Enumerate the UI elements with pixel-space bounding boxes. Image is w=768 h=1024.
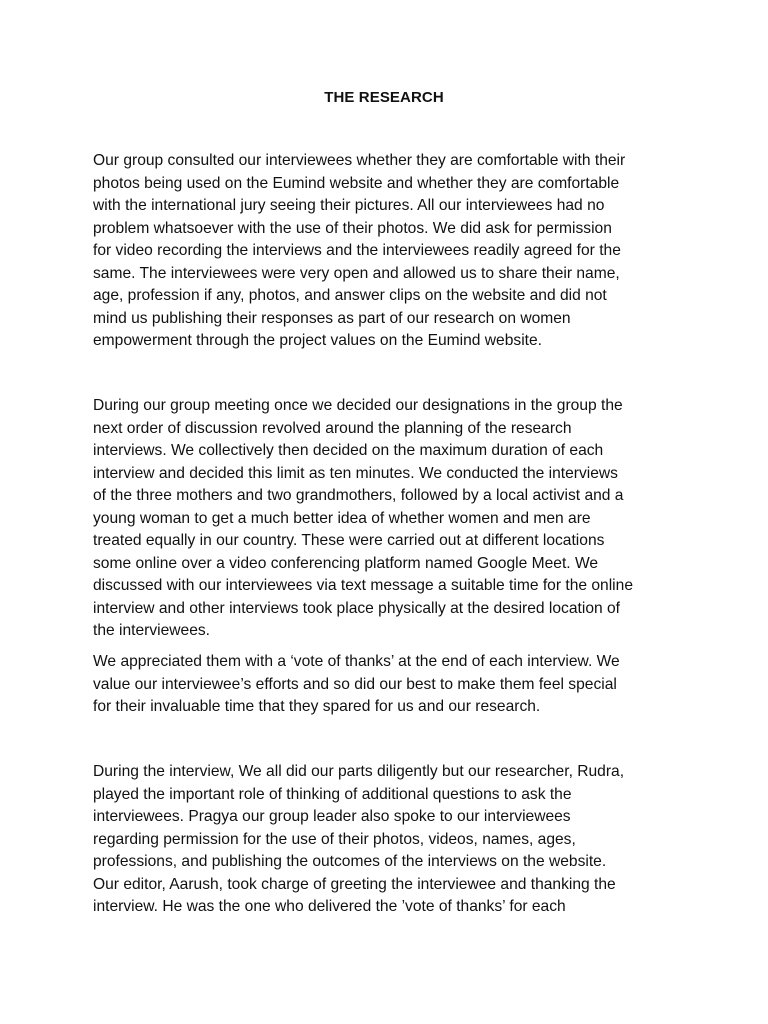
paragraph-roles — [93, 761, 624, 919]
text-line: We appreciated them with a ‘vote of thanks’ at the end of each interview. We — [93, 653, 620, 670]
text-line: the interviewees. — [93, 622, 211, 639]
text-line: During the interview, We all did our parts diligently but our researcher, Rudra, — [93, 763, 625, 780]
paragraph-planning — [93, 395, 633, 643]
text-line: interview and other interviews took place physically at the desired location of — [93, 599, 621, 617]
text-line: During our group meeting once we decided our designations in the group the — [93, 397, 623, 414]
text-line: empowerment through the project values on the Eumind website. — [93, 332, 543, 349]
text-line: for their invaluable time that they spared for us and our research. — [93, 698, 541, 715]
text-line: value our interviewee’s efforts and so did our best to make them feel special — [93, 675, 617, 693]
text-line: Our group consulted our interviewees whether they are comfortable with their — [93, 152, 626, 169]
text-line: next order of discussion revolved around the planning of the research — [93, 419, 572, 437]
text-line: professions, and publishing the outcomes of the interviews on the website. — [93, 853, 607, 870]
text-line: same. The interviewees were very open and allowed us to share their name, — [93, 264, 620, 282]
text-line: problem whatsoever with the use of their photos. We did ask for permission — [93, 219, 612, 237]
text-line: photos being used on the Eumind website and whether they are comfortable — [93, 174, 620, 192]
text-line: discussed with our interviewees via text message a suitable time for the online — [93, 577, 633, 594]
paragraph-consent — [93, 150, 625, 353]
text-line: interview and decided this limit as ten minutes. We conducted the interviews — [93, 464, 618, 482]
document-title: THE RESEARCH — [324, 89, 444, 106]
text-line: with the international jury seeing their pictures. All our interviewees had no — [93, 197, 605, 214]
text-line: of the three mothers and two grandmothers, followed by a local activist and a — [93, 487, 624, 504]
text-line: regarding permission for the use of their photos, videos, names, ages, — [93, 830, 576, 848]
text-line: for video recording the interviews and the interviewees readily agreed for the — [93, 242, 621, 259]
text-line: interviews. We collectively then decided on the maximum duration of each — [93, 442, 604, 459]
text-line: Our editor, Aarush, took charge of greeting the interviewee and thanking the — [93, 875, 616, 893]
text-line: age, profession if any, photos, and answer clips on the website and did not — [93, 287, 607, 304]
text-line: treated equally in our country. These were carried out at different locations — [93, 532, 605, 549]
text-line: interview. He was the one who delivered the ’vote of thanks’ for each — [93, 898, 566, 915]
text-line: mind us publishing their responses as part of our research on women — [93, 309, 571, 327]
text-line: young woman to get a much better idea of whether women and men are — [93, 509, 591, 527]
text-line: some online over a video conferencing platform named Google Meet. We — [93, 554, 599, 572]
text-line: interviewees. Pragya our group leader also spoke to our interviewees — [93, 808, 571, 825]
text-line: played the important role of thinking of additional questions to ask the — [93, 785, 572, 803]
paragraph-thanks — [93, 651, 620, 719]
